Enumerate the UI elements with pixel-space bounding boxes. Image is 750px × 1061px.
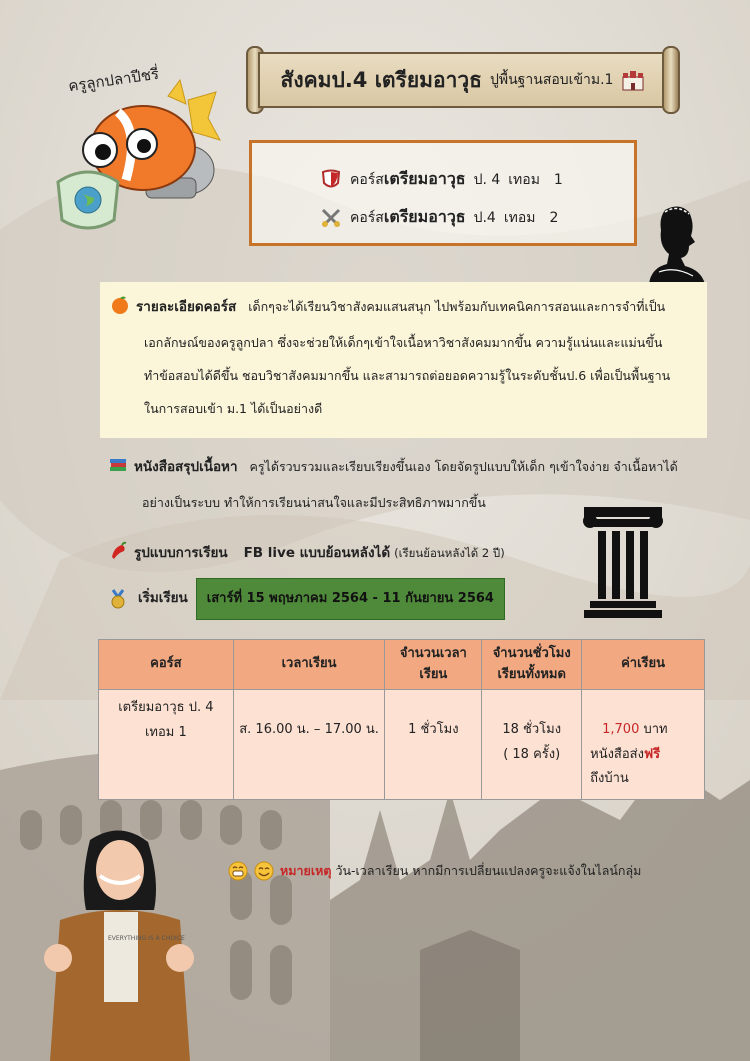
format-section (108, 536, 505, 572)
brand-logo (48, 64, 238, 240)
crossed-swords-icon (320, 207, 342, 229)
format-heading: รูปแบบการเรียน (133, 545, 228, 561)
course-term: 2 (549, 209, 559, 226)
teacher-photo (30, 820, 210, 1061)
format-value: FB live แบบย้อนหลังได้ (243, 545, 391, 561)
cell-price (582, 690, 705, 800)
course-detail-section (100, 282, 707, 438)
col-header-price: ค่าเรียน (582, 640, 705, 690)
course-list-box (249, 140, 637, 246)
note-heading: หมายเหตุ (280, 863, 332, 878)
cell-price-line-3: ถึงบ้าน (590, 771, 629, 787)
col-header-time: เวลาเรียน (233, 640, 385, 690)
col-header-total-hours: จำนวนชั่วโมง เรียนทั้งหมด (482, 640, 582, 690)
roman-bust-icon (645, 202, 707, 284)
cell-course-line-1: เตรียมอาวุธ ป. 4 (118, 700, 214, 715)
scroll-right-roll (662, 46, 680, 114)
cell-duration-value: 1 ชั่วโมง (408, 722, 459, 737)
book-line-2: อย่างเป็นระบบ ทำให้การเรียนน่าสนใจและมีประสิทธิภาพมากขึ้น (142, 494, 486, 510)
orange-icon (110, 295, 130, 315)
detail-line-2: เอกลักษณ์ของครูลูกปลา ซึ่งจะช่วยให้เด็กๆเข้าใจเนื้อหาวิชาสังคมมากขึ้น ความรู้แน่นและแม่นขึ้น (144, 334, 663, 350)
start-section (108, 578, 505, 620)
book-line-1: ครูได้รวบรวมและเรียบเรียงขึ้นเอง โดยจัดรูปแบบให้เด็ก ๆเข้าใจง่าย จำเนื้อหาได้ (249, 459, 678, 474)
cell-total-line-2: ( 18 ครั้ง) (503, 746, 561, 762)
course-term: 1 (553, 171, 563, 188)
detail-line-1: เด็กๆจะได้เรียนวิชาสังคมแสนสนุก ไปพร้อมกับเทคนิคการสอนและการจำที่เป็น (248, 299, 666, 314)
title-banner (246, 46, 680, 114)
course-level: ป.4 (473, 209, 496, 226)
page-title: สังคมป.4 เตรียมอาวุธ (280, 67, 482, 92)
cell-price-line-2 (590, 743, 704, 768)
cell-time-value: ส. 16.00 น. – 17.00 น. (239, 722, 379, 737)
book-delivery-label: หนังสือส่ง (590, 746, 644, 762)
format-note: (เรียนย้อนหลังได้ 2 ปี) (394, 546, 505, 560)
course-term-label: เทอม (503, 209, 536, 226)
course-item-term-1 (320, 167, 563, 192)
shirt-print: EVERYTHING IS A CHOICE (108, 935, 185, 942)
cell-total-line-1: 18 ชั่วโมง (502, 722, 562, 737)
detail-line-4: ในการสอบเข้า ม.1 ได้เป็นอย่างดี (144, 401, 323, 417)
course-prefix: คอร์ส (350, 209, 384, 226)
col-header-course: คอร์ส (99, 640, 234, 690)
price-unit: บาท (643, 722, 668, 737)
start-heading: เริ่มเรียน (138, 590, 188, 607)
free-badge: ฟรี (643, 746, 661, 762)
note-text: วัน-เวลาเรียน หากมีการเปลี่ยนแปลงครูจะแจ้งในไลน์กลุ่ม (335, 863, 642, 878)
course-level: ป. 4 (473, 171, 501, 188)
page-subtitle: ปูพื้นฐานสอบเข้าม.1 (489, 72, 614, 88)
price-amount: 1,700 (602, 722, 640, 737)
chili-icon (108, 541, 128, 561)
course-name: เตรียมอาวุธ (383, 207, 466, 226)
course-term-label: เทอม (508, 171, 540, 188)
title-banner-body (258, 52, 668, 108)
smiling-face-icon (254, 861, 274, 881)
cell-duration (385, 690, 482, 800)
cell-price-line-1 (590, 718, 704, 743)
col-header-duration: จำนวนเวลา เรียน (385, 640, 482, 690)
pricing-table (98, 639, 705, 800)
table-header-row (99, 640, 705, 690)
greek-column-icon (580, 503, 666, 619)
detail-line-3: ทำข้อสอบได้ดีขึ้น ชอบวิชาสังคมมากขึ้น และสามารถต่อยอดความรู้ในระดับชั้นป.6 เพื่อเป็นพื้นฐาน (144, 367, 671, 383)
cell-course-line-2: เทอม 1 (144, 724, 187, 740)
start-date-bar: เสาร์ที่ 15 พฤษภาคม 2564 - 11 กันยายน 2564 (196, 578, 505, 620)
course-prefix: คอร์ส (350, 171, 384, 188)
cell-total-hours (482, 690, 582, 800)
cell-time (233, 690, 385, 800)
course-item-term-2 (320, 205, 558, 230)
cell-course (99, 690, 234, 800)
grinning-face-icon (228, 861, 248, 881)
detail-heading: รายละเอียดคอร์ส (135, 299, 237, 315)
castle-icon (621, 69, 645, 91)
book-heading: หนังสือสรุปเนื้อหา (133, 459, 238, 475)
brand-name: ครูลูกปลาปีชรี่ (67, 64, 161, 96)
table-row (99, 690, 705, 800)
course-name: เตรียมอาวุธ (383, 169, 466, 188)
books-icon (108, 455, 128, 475)
medal-icon (108, 589, 128, 609)
note-section (228, 861, 641, 881)
shield-icon (320, 169, 342, 191)
